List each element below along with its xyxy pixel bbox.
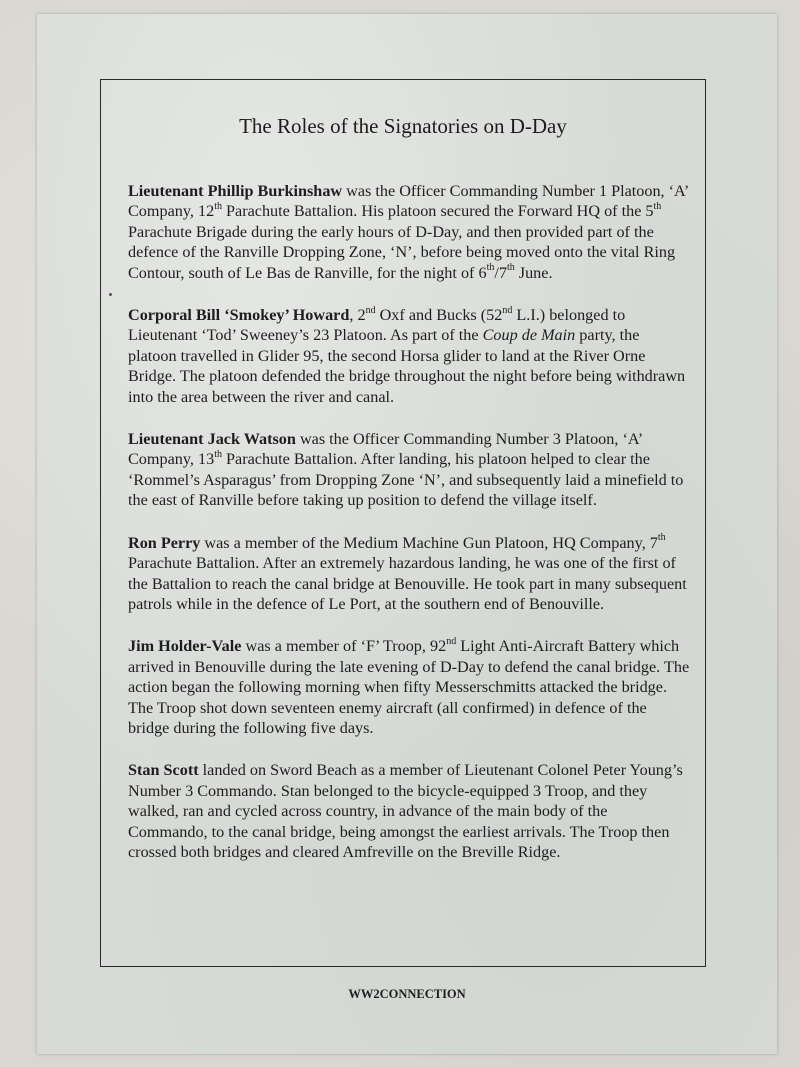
signatory-list (128, 181, 690, 884)
entry-text: Parachute Battalion. After an extremely hazardous landing, he was one of the first of the Battalion to reach the canal bridge at Benouville. He took part in many subsequent patrols while in the defence of Le Port, at the southern end of Benouville. (128, 554, 687, 613)
entry-text: landed on Sword Beach as a member of Lieutenant Colonel Peter Young’s Number 3 Commando. Stan belonged to the bicycle-equipped 3 Troop, and they walked, ran and cycled across country, in advance of the main body of the Commando, to the canal bridge, being amongst the earliest arrivals. The Troop then crossed both bridges and cleared Amfreville on the Breville Ridge. (128, 761, 683, 861)
entry-text: th (214, 201, 222, 213)
entry-text: th (653, 201, 662, 213)
signatory-name: Stan Scott (128, 761, 199, 780)
entry-text: th (486, 262, 495, 274)
entry-text: was the Officer Commanding Number 1 Platoon, ‘A’ Company, 12 (128, 182, 689, 221)
entry-text: Parachute Battalion. His platoon secured the Forward HQ of the 5 (221, 202, 654, 221)
entry-text: L.I.) belonged to Lieutenant ‘Tod’ Sweeney’s 23 Platoon. As part of the (128, 306, 626, 345)
entry-text: nd (365, 304, 376, 316)
entry-text: was a member of the Medium Machine Gun Platoon, HQ Company, 7 (200, 533, 658, 552)
entry-text: , 2 (349, 306, 366, 325)
entry-text: th (214, 449, 222, 461)
signatory-name: Corporal Bill ‘Smokey’ Howard (128, 306, 350, 325)
entry-text: th (506, 262, 515, 274)
document-title: The Roles of the Signatories on D-Day (239, 114, 567, 138)
entry-text: Coup de Main (482, 326, 576, 345)
signatory-entry (128, 429, 690, 511)
signatory-entry (128, 181, 690, 283)
entry-text: was a member of ‘F’ Troop, 92 (241, 637, 447, 656)
entry-text: nd (446, 635, 457, 647)
signatory-entry (128, 305, 690, 407)
document-border (100, 79, 706, 967)
signatory-entry (128, 636, 690, 738)
entry-text: party, the platoon travelled in Glider 95, the second Horsa glider to land at the River Orne Bridge. The platoon defended the bridge throughout the night before being withdrawn into the area between the river and canal. (128, 326, 686, 406)
signatory-name: Jim Holder-Vale (128, 637, 242, 656)
entry-text: Parachute Brigade during the early hours of D-Day, and then provided part of the defence of the Ranville Dropping Zone, ‘N’, before being moved onto the vital Ring Contour, south of Le Bas de Ranville, for the night of 6 (128, 222, 676, 282)
signatory-name: Ron Perry (128, 533, 201, 552)
signatory-entry (128, 760, 690, 862)
signatory-name: Lieutenant Jack Watson (128, 430, 296, 449)
paper-sheet (37, 14, 777, 1054)
entry-text: Light Anti-Aircraft Battery which arrived in Benouville during the late evening of D-Day to defend the canal bridge. The action began the following morning when fifty Messerschmitts attacked the bridge. The Troop shot down seventeen enemy aircraft (all confirmed) in defence of the bridge during the following five days. (128, 637, 690, 737)
entry-text: Oxf and Bucks (52 (375, 306, 503, 325)
signatory-entry (128, 533, 690, 615)
signatory-name: Lieutenant Phillip Burkinshaw (128, 182, 343, 200)
entry-text: nd (502, 304, 513, 316)
entry-text: /7 (494, 263, 507, 282)
entry-text: Parachute Battalion. After landing, his platoon helped to clear the ‘Rommel’s Asparagus’ from Dropping Zone ‘N’, and subsequently laid a minefield to the east of Ranville before taking up position to defend the village itself. (128, 450, 684, 510)
entry-text: th (657, 532, 666, 544)
entry-text: was the Officer Commanding Number 3 Platoon, ‘A’ Company, 13 (128, 430, 642, 469)
entry-text: June. (514, 263, 553, 282)
footer-brand: WW2CONNECTION (348, 987, 466, 1001)
